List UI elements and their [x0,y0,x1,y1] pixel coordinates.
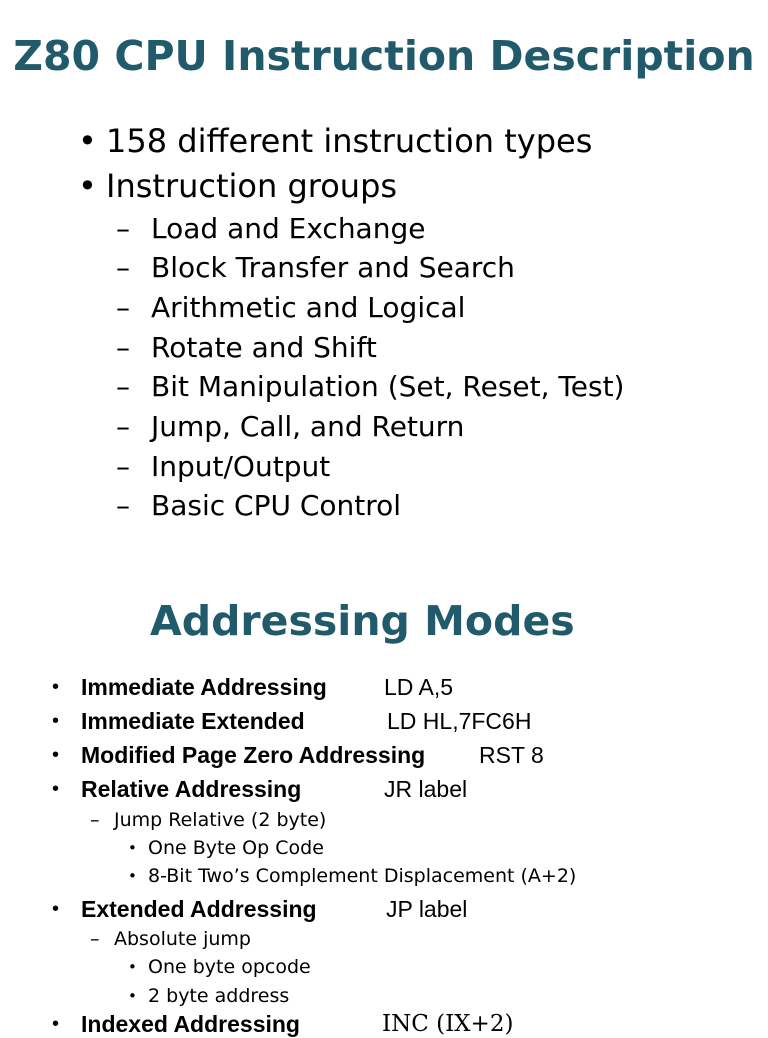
dash: – [116,370,130,403]
detail-text: 8-Bit Two’s Complement Displacement (A+2) [148,865,577,887]
dash: – [90,809,100,831]
dash: – [116,291,130,324]
bullet-text: Instruction groups [106,167,398,205]
mode-name: Extended Addressing [81,896,317,922]
mode-name: Modified Page Zero Addressing [81,742,426,768]
bullet-dot: • [78,167,97,205]
dash: – [116,489,130,522]
mode-name: Immediate Addressing [81,674,327,700]
bullet-dot: • [78,122,97,160]
bullet-text: 158 different instruction types [106,122,593,160]
dash: – [116,212,130,245]
group-text: Block Transfer and Search [151,251,515,284]
bullet-dot: • [128,958,137,976]
detail-text: One byte opcode [148,956,311,978]
detail-text: One Byte Op Code [148,837,324,859]
bullet-dot: • [52,778,60,800]
group-text: Jump, Call, and Return [151,410,465,443]
detail-text: 2 byte address [148,985,290,1007]
bullet-dot: • [52,676,60,698]
bullet-dot: • [52,744,60,766]
mode-example: RST 8 [479,742,544,768]
mode-example: LD HL,7FC6H [387,708,532,734]
dash: – [116,251,130,284]
group-text: Load and Exchange [151,212,426,245]
bullet-dot: • [128,867,137,885]
dash: – [116,331,130,364]
group-text: Bit Manipulation (Set, Reset, Test) [151,370,625,403]
dash: – [90,928,100,950]
bullet-dot: • [128,987,137,1005]
dash: – [116,450,130,483]
mode-example: JP label [386,896,468,922]
sub-text: Absolute jump [114,928,251,950]
addressing-modes-title: Addressing Modes [150,597,575,645]
sub-text: Jump Relative (2 byte) [114,809,327,831]
mode-name: Relative Addressing [81,776,302,802]
slide-title: Z80 CPU Instruction Description [13,32,755,80]
mode-example: JR label [384,776,468,802]
mode-name: Immediate Extended [81,708,305,734]
group-text: Arithmetic and Logical [151,291,466,324]
mode-example: LD A,5 [384,674,454,700]
group-text: Input/Output [151,450,331,483]
bullet-dot: • [52,710,60,732]
group-text: Rotate and Shift [151,331,377,364]
mode-example: INC (IX+2) [382,1011,514,1037]
mode-name: Indexed Addressing [81,1011,300,1037]
bullet-dot: • [52,1013,60,1035]
bullet-dot: • [128,839,137,857]
bullet-dot: • [52,898,60,920]
dash: – [116,410,130,443]
group-text: Basic CPU Control [151,489,402,522]
